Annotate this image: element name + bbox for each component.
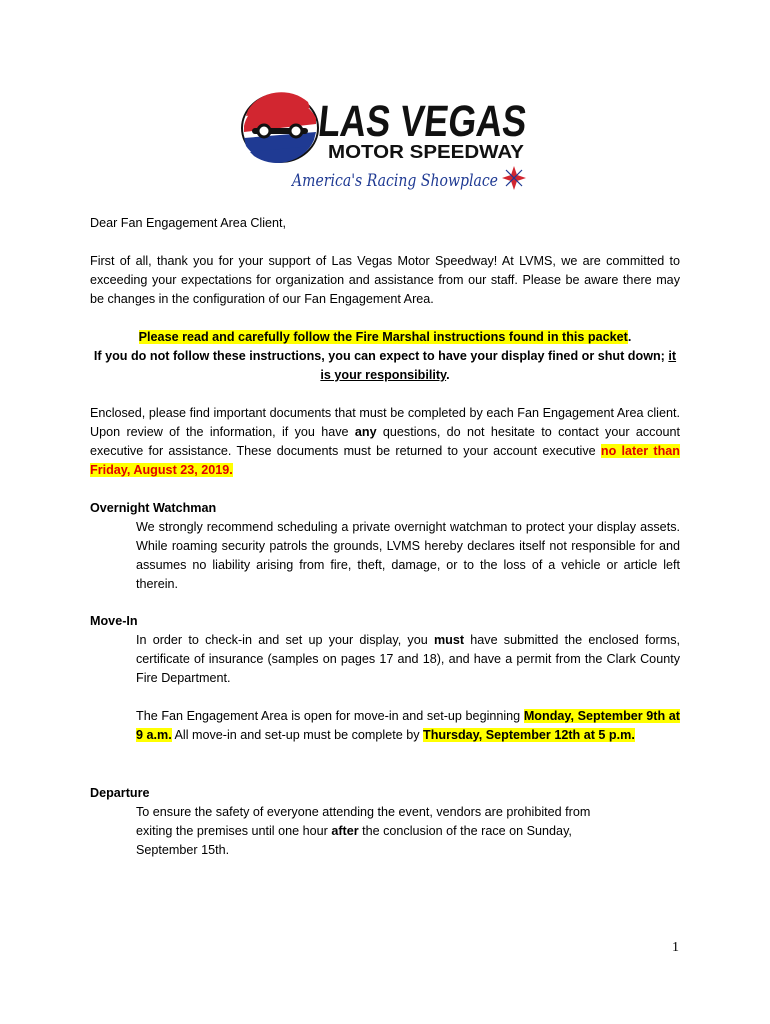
notice-responsibility: it is your responsibility [320,349,677,382]
fire-marshal-notice: Please read and carefully follow the Fire Marshal instructions found in this packet. If you do not follow these instructions, you can expect to have your display fined or shut down; it is your responsibility. [93,330,677,382]
section-title-movein: Move-In [90,614,138,628]
lvms-logo [238,88,576,198]
page-number: 1 [672,940,679,955]
salutation: Dear Fan Engagement Area Client, [90,216,287,230]
notice-warning: If you do not follow these instructions, you can expect to have your display fined or shut down; [93,349,669,363]
deadline-highlight: no later than Friday, August 23, 2019. [90,444,680,477]
logo-line2: MOTOR SPEEDWAY [328,142,524,162]
departure-text: To ensure the safety of everyone attending the event, vendors are prohibited from exiting the premises until one hour after the conclusion of the race on Sunday, September 15th. [136,805,591,857]
notice-highlight: Please read and carefully follow the Fire Marshal instructions found in this packet [138,330,628,344]
movein-start-highlight: Monday, September 9th at 9 a.m. [136,709,680,742]
movein-dates: The Fan Engagement Area is open for move-in and set-up beginning Monday, September 9th at 9 a.m. All move-in and set-up must be complete by Thursday, September 12th at 5 p.m. [136,709,680,742]
star-icon [502,166,526,190]
section-title-watchman: Overnight Watchman [90,501,217,515]
section-title-departure: Departure [90,786,150,800]
movein-text: In order to check-in and set up your display, you must have submitted the enclosed forms, certificate of insurance (samples on pages 17 and 18), and have a permit from the Clark County Fire Department. [136,633,680,685]
logo-line1: LAS VEGAS [315,97,576,146]
enclosed-paragraph: Enclosed, please find important documents that must be completed by each Fan Engagement Area client. Upon review of the information, if you have any questions, do not hesitate to contact your account executive for assistance. These documents must be returned to your account executive no later than Friday, August 23, 2019. [90,406,680,477]
intro-paragraph: First of all, thank you for your support of Las Vegas Motor Speedway! At LVMS, we are committed to exceeding your expectations for organization and assistance from our staff. Please be aware there may be changes in the configuration of our Fan Engagement Area. [90,254,680,306]
movein-end-highlight: Thursday, September 12th at 5 p.m. [423,728,635,742]
logo-tagline: America's Racing Showplace [290,171,498,191]
watchman-text: We strongly recommend scheduling a private overnight watchman to protect your display assets. While roaming security patrols the grounds, LVMS hereby declares itself not responsible for and assumes no liability arising from fire, theft, damage, or to the loss of a vehicle or article left therein. [136,520,680,591]
track-emblem-icon [242,92,318,163]
